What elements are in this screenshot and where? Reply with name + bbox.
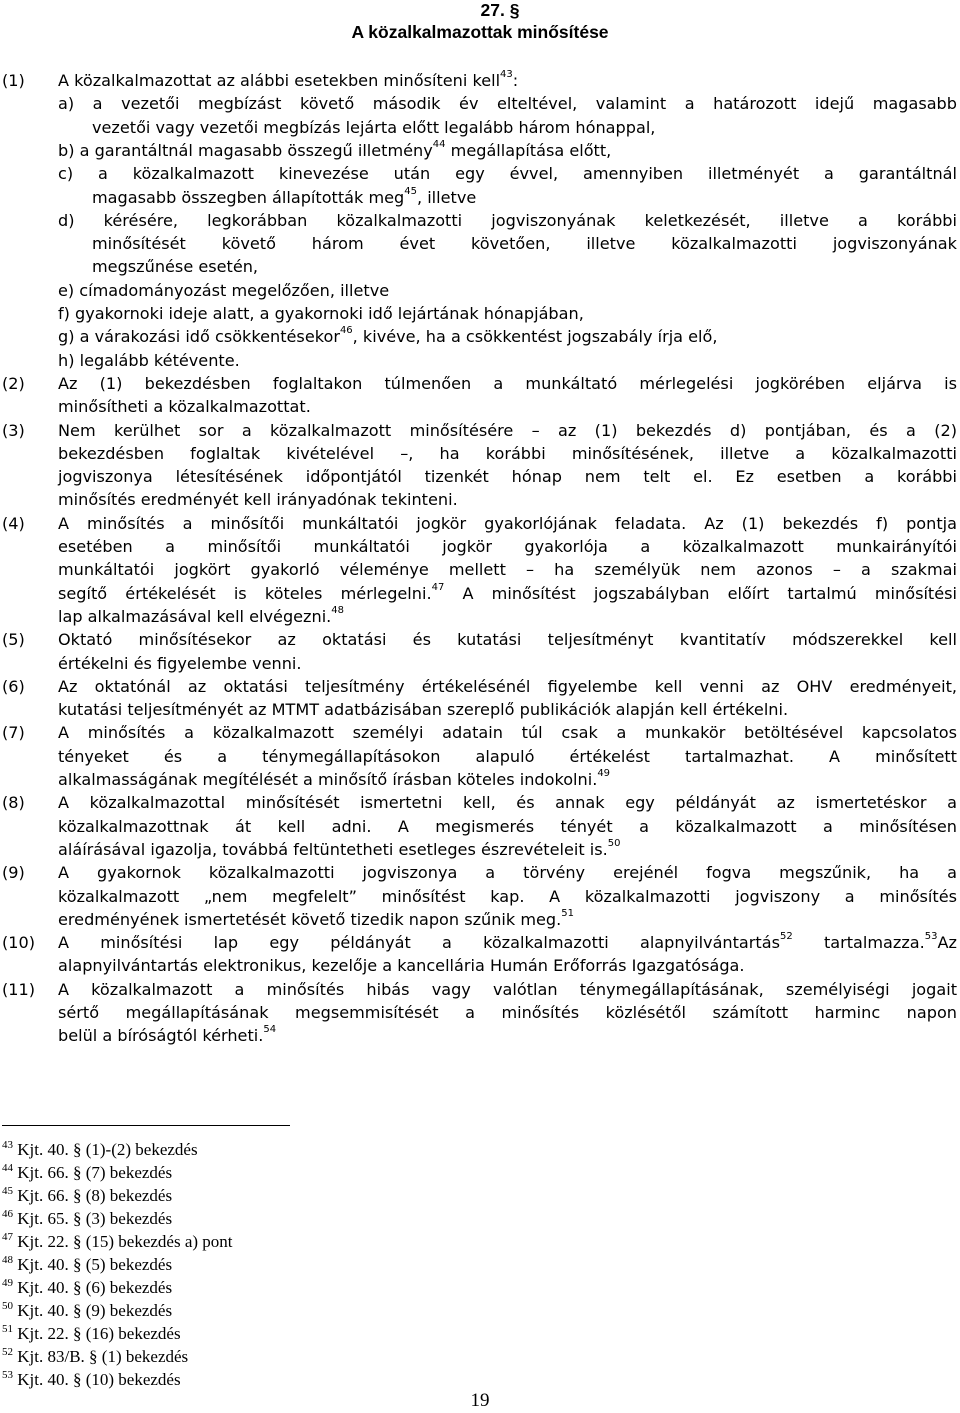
text-segment: Az (1) bekezdésben foglaltakon túlmenően a munkáltató mérlegelési jogkörében eljárva is [58, 373, 957, 393]
text-segment: értékelni és figyelembe venni. [58, 653, 302, 673]
text-line-p4-2 [58, 535, 957, 559]
text-segment: munkáltatói jogkört gyakorló véleménye mellett – ha személyük nem azonos – a szakmai [58, 560, 957, 580]
footnote-ref[interactable]: 47 [431, 581, 445, 593]
text-segment: A közalkalmazott a minősítés hibás vagy valótlan ténymegállapításának, személyiségi jogait [58, 979, 957, 999]
footnote-ref[interactable]: 49 [597, 768, 611, 779]
footnote-ref[interactable]: 53 [924, 931, 938, 943]
footnote-44 [2, 1162, 172, 1184]
text-segment: belül a bíróságtól kérheti. [58, 1026, 264, 1046]
footnote-text: Kjt. 83/B. § (1) bekezdés [13, 1347, 189, 1366]
text-line-p6-2 [58, 698, 957, 722]
text-segment: a) a vezetői megbízást követő második év elteltével, valamint a határozott idejű magasabb [58, 94, 957, 114]
footnote-43 [2, 1139, 198, 1161]
text-segment: alkalmasságának megítélését a minősítő írásban köteles indokolni. [58, 770, 598, 789]
footnote-text: Kjt. 40. § (9) bekezdés [13, 1301, 173, 1320]
text-segment: , kivéve, ha a csökkentést jogszabály írja elő, [352, 327, 718, 347]
text-segment: A minősítés a minősítői munkáltatói jogkör gyakorlójának feladata. Az (1) bekezdés f) pontja [58, 513, 957, 533]
footnote-text: Kjt. 66. § (7) bekezdés [13, 1163, 173, 1182]
text-segment: bekezdésben foglaltak kivételével –, ha korábbi minősítésének, illetve a közalkalmazotti [58, 443, 957, 463]
text-line-p9-3 [58, 908, 957, 932]
text-segment: A gyakornok közalkalmazotti jogviszonya a törvény erejénél fogva megszűnik, ha a [58, 863, 957, 883]
text-line-p1-a1 [58, 92, 957, 116]
paragraph-number: (1) [2, 71, 25, 90]
text-segment: kutatási teljesítményét az MTMT adatbázisában szereplő publikációk alapján kell értékelni. [58, 700, 789, 720]
footnote-47 [2, 1231, 233, 1253]
footnote-48 [2, 1254, 172, 1276]
text-line-p10-1 [58, 931, 957, 955]
text-segment: vezetői vagy vezetői megbízás lejárta előtt legalább három hónappal, [92, 117, 656, 137]
text-segment: tartalmazza. [792, 933, 925, 953]
text-line-p4-1 [58, 512, 957, 536]
text-line-p1-h [58, 349, 957, 373]
footnote-text: Kjt. 40. § (10) bekezdés [13, 1370, 181, 1389]
text-segment: f) gyakornoki ideje alatt, a gyakornoki idő lejártának hónapjában, [58, 304, 584, 323]
text-segment: minősítheti a közalkalmazottat. [58, 397, 311, 417]
paragraph-number: (3) [2, 420, 25, 440]
paragraph-number: (6) [2, 676, 25, 696]
footnote-text: Kjt. 22. § (15) bekezdés a) pont [13, 1232, 233, 1251]
paragraph-number: (9) [2, 863, 25, 883]
text-segment: A minősítést jogszabályban előírt tartalmú minősítési [444, 583, 957, 603]
footnote-51 [2, 1323, 181, 1345]
text-line-p1-d1 [58, 209, 957, 233]
text-line-p7-3 [58, 768, 957, 792]
text-line-p7-2 [58, 745, 957, 769]
footnote-ref[interactable]: 48 [331, 604, 345, 616]
text-line-p8-2 [58, 815, 957, 839]
footnote-number: 50 [2, 1300, 13, 1312]
text-segment: megállapítása előtt, [445, 140, 612, 160]
text-line-p3-3 [58, 465, 957, 489]
text-line-p11-3 [58, 1024, 957, 1048]
text-segment: g) a várakozási idő csökkentésekor [58, 327, 340, 347]
text-line-p3-1 [58, 419, 957, 443]
text-line-p3-2 [58, 442, 957, 466]
text-line-p1-b [58, 139, 957, 163]
text-segment: közalkalmazott „nem megfelelt” minősítést kap. A közalkalmazotti jogviszony a minősítés [58, 886, 957, 906]
paragraph-number: (4) [2, 513, 25, 533]
text-segment: minősítését követő három évet követően, illetve közalkalmazotti jogviszonyának [92, 234, 957, 254]
text-line-p2-1 [58, 372, 957, 396]
text-line-p7-1 [58, 721, 957, 745]
text-segment: , illetve [416, 187, 477, 207]
footnote-number: 49 [2, 1277, 13, 1289]
footnote-text: Kjt. 40. § (5) bekezdés [13, 1255, 173, 1274]
footnote-text: Kjt. 66. § (8) bekezdés [13, 1186, 173, 1205]
footnote-ref[interactable]: 43 [500, 69, 513, 80]
text-line-p5-2 [58, 652, 957, 676]
paragraph-number: (10) [2, 933, 36, 953]
footnote-number: 51 [2, 1323, 13, 1335]
text-line-p9-2 [58, 885, 957, 909]
footnote-text: Kjt. 40. § (6) bekezdés [13, 1278, 173, 1297]
text-segment: közalkalmazottnak át kell adni. A megismerés tényét a közalkalmazott a minősítésen [58, 816, 957, 836]
text-segment: eredményének ismertetését követő tizedik napon szűnik meg. [58, 909, 562, 929]
footnote-separator [2, 1125, 290, 1126]
text-line-p8-1 [58, 791, 957, 815]
text-segment: Oktató minősítésekor az oktatási és kutatási teljesítményt kvantitatív módszerekkel kell [58, 630, 957, 650]
footnote-52 [2, 1346, 188, 1368]
footnote-text: Kjt. 22. § (16) bekezdés [13, 1324, 181, 1343]
text-segment: A minősítés a közalkalmazott személyi adatain túl csak a munkakör betöltésével kapcsolatos [58, 723, 957, 743]
footnote-number: 47 [2, 1231, 13, 1243]
section-title: A közalkalmazottak minősítése [351, 22, 609, 42]
footnote-45 [2, 1185, 172, 1207]
text-line-p4-5 [58, 605, 957, 629]
text-line-p8-3 [58, 838, 957, 862]
text-segment: A közalkalmazottat az alábbi esetekben minősíteni kell [58, 71, 501, 90]
footnote-ref[interactable]: 50 [607, 837, 621, 849]
paragraph-number: (11) [2, 979, 36, 999]
text-line-p10-2 [58, 954, 957, 978]
text-segment: aláírásával igazolja, továbbá feltüntetheti esetleges észrevételeit is. [58, 839, 608, 859]
text-line-p1-d2 [92, 232, 957, 256]
text-line-p6-1 [58, 675, 957, 699]
footnote-text: Kjt. 65. § (3) bekezdés [13, 1209, 173, 1228]
paragraph-number: (7) [2, 723, 25, 743]
text-segment: h) legalább kétévente. [58, 350, 240, 370]
text-line-p4-3 [58, 558, 957, 582]
paragraph-number: (2) [2, 373, 25, 393]
text-line-p1-a2 [92, 116, 957, 140]
text-line-p3-4 [58, 488, 957, 512]
text-segment: d) kérésére, legkorábban közalkalmazotti jogviszonyának keletkezését, illetve a korábbi [58, 210, 957, 230]
text-segment: A közalkalmazottal minősítését ismertetni kell, és annak egy példányát az ismertetéskor a [58, 793, 957, 813]
footnote-ref[interactable]: 45 [404, 185, 417, 197]
footnote-number: 48 [2, 1254, 13, 1266]
footnote-53 [2, 1369, 181, 1391]
footnote-ref[interactable]: 46 [339, 325, 353, 337]
text-line-p1-d3 [92, 255, 957, 279]
text-segment: A minősítési lap egy példányát a közalkalmazotti alapnyilvántartás [58, 933, 780, 953]
footnote-ref[interactable]: 44 [432, 138, 446, 150]
text-line-p9-1 [58, 861, 957, 885]
paragraph-number: (8) [2, 793, 25, 813]
text-line-p11-1 [58, 978, 957, 1002]
text-segment: Az oktatónál az oktatási teljesítmény értékelésénél figyelembe kell venni az OHV eredményeit, [58, 676, 957, 696]
text-line-p1-intro [58, 69, 957, 93]
text-segment: sértő megállapításának megsemmisítését a minősítés közlésétől számított harminc napon [58, 1003, 957, 1022]
text-segment: e) címadományozást megelőzően, illetve [58, 280, 390, 300]
text-segment: jogviszonya létesítésének időpontjától tizenkét hónap nem telt el. Ez esetben a korábbi [58, 467, 957, 487]
text-segment: minősítés eredményét kell irányadónak tekinteni. [58, 490, 458, 510]
footnote-number: 44 [2, 1162, 13, 1174]
footnote-number: 45 [2, 1185, 13, 1197]
footnote-ref[interactable]: 52 [779, 931, 793, 943]
paragraph-number: (5) [2, 630, 25, 650]
text-segment: esetében a minősítői munkáltatói jogkör gyakorlója a közalkalmazott munkairányítói [58, 537, 957, 556]
text-segment: Az [937, 933, 957, 953]
text-segment: c) a közalkalmazott kinevezése után egy évvel, amennyiben illetményét a garantáltnál [58, 164, 957, 184]
page-number: 19 [470, 1390, 490, 1411]
footnote-number: 53 [2, 1369, 13, 1381]
text-segment: megszűnése esetén, [92, 257, 259, 277]
text-segment: tényeket és a ténymegállapításokon alapuló értékelést tartalmazhat. A minősített [58, 746, 957, 766]
text-segment: lap alkalmazásával kell elvégezni. [58, 606, 332, 626]
text-segment: alapnyilvántartás elektronikus, kezelője a kancellária Humán Erőforrás Igazgatósága. [58, 956, 745, 976]
text-segment: : [512, 71, 519, 90]
footnote-number: 43 [2, 1139, 13, 1151]
section-number: 27. § [480, 0, 520, 20]
text-segment: segítő értékelését is köteles mérlegelni. [58, 583, 432, 603]
text-line-p1-g [58, 325, 957, 349]
footnote-text: Kjt. 40. § (1)-(2) bekezdés [13, 1140, 198, 1159]
text-segment: b) a garantáltnál magasabb összegű illetmény [58, 140, 433, 160]
text-line-p5-1 [58, 628, 957, 652]
text-line-p1-c2 [92, 186, 957, 210]
text-line-p2-2 [58, 395, 957, 419]
text-line-p1-c1 [58, 162, 957, 186]
footnote-49 [2, 1277, 172, 1299]
text-segment: Nem kerülhet sor a közalkalmazott minősítésére – az (1) bekezdés d) pontjában, és a (2) [58, 420, 957, 440]
footnote-number: 52 [2, 1346, 13, 1358]
footnote-ref[interactable]: 51 [561, 907, 574, 919]
text-line-p1-f [58, 302, 957, 326]
text-line-p1-e [58, 279, 957, 303]
text-line-p11-2 [58, 1001, 957, 1025]
footnote-50 [2, 1300, 172, 1322]
footnote-number: 46 [2, 1208, 13, 1220]
text-line-p4-4 [58, 582, 957, 606]
text-segment: magasabb összegben állapították meg [92, 187, 405, 207]
footnote-46 [2, 1208, 172, 1230]
footnote-ref[interactable]: 54 [263, 1024, 277, 1036]
